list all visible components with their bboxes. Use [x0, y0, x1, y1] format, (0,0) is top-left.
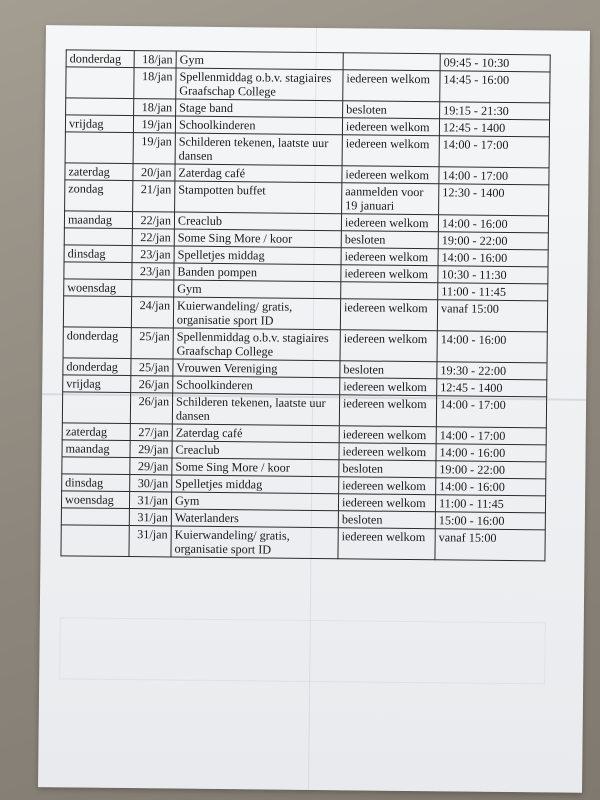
date-cell: 31/jan [129, 526, 171, 557]
time-cell: 12:45 - 1400 [439, 119, 549, 137]
access-cell: iedereen welkom [340, 299, 437, 331]
date-cell: 25/jan [131, 359, 173, 376]
day-cell [61, 525, 129, 557]
time-cell: 14:45 - 16:00 [440, 71, 550, 103]
activity-cell: Banden pompen [174, 263, 341, 282]
day-cell: donderdag [63, 327, 131, 359]
activity-cell: Creaclub [174, 212, 341, 231]
activity-cell: Some Sing More / koor [174, 229, 341, 248]
date-cell [132, 280, 174, 297]
activity-cell: Spellenmiddag o.b.v. stagiaires Graafschap College [173, 328, 340, 361]
activity-cell: Kuierwandeling/ gratis, organisatie sport ID [171, 526, 338, 559]
time-cell: 11:00 - 11:45 [435, 495, 545, 513]
day-cell: vrijdag [65, 115, 133, 133]
date-cell: 30/jan [130, 475, 172, 492]
date-cell: 29/jan [130, 458, 172, 475]
access-cell: iedereen welkom [342, 118, 439, 136]
time-cell: 12:45 - 1400 [437, 379, 547, 397]
table-row [63, 296, 547, 332]
activity-cell: Schoolkinderen [175, 116, 342, 135]
time-cell: 12:30 - 1400 [439, 184, 549, 216]
activity-cell: Gym [171, 492, 338, 511]
time-cell: 09:45 - 10:30 [440, 54, 550, 72]
access-cell: iedereen welkom [339, 443, 436, 461]
date-cell: 31/jan [129, 509, 171, 526]
day-cell [63, 296, 131, 328]
date-cell: 31/jan [129, 492, 171, 509]
table-row [65, 132, 549, 168]
date-cell: 21/jan [133, 181, 175, 212]
access-cell: iedereen welkom [340, 330, 437, 362]
day-cell: donderdag [63, 358, 131, 376]
time-cell: vanaf 15:00 [437, 300, 547, 332]
access-cell: iedereen welkom [338, 528, 435, 560]
time-cell: 14:00 - 16:00 [436, 444, 546, 462]
day-cell: dinsdag [64, 245, 132, 263]
day-cell: dinsdag [62, 474, 130, 492]
time-cell: 19:00 - 22:00 [436, 461, 546, 479]
time-cell: 19:15 - 21:30 [440, 102, 550, 120]
date-cell: 27/jan [130, 424, 172, 441]
date-cell: 23/jan [132, 263, 174, 280]
time-cell: 14:00 - 17:00 [436, 396, 546, 428]
schedule-table-body [61, 50, 550, 561]
access-cell: besloten [338, 511, 435, 529]
access-cell: iedereen welkom [341, 265, 438, 283]
access-cell: iedereen welkom [340, 378, 437, 396]
table-row [63, 327, 547, 363]
time-cell: 19:00 - 22:00 [438, 232, 548, 250]
date-cell: 22/jan [132, 212, 174, 229]
date-cell: 19/jan [133, 133, 175, 164]
access-cell: iedereen welkom [341, 248, 438, 266]
activity-cell: Kuierwandeling/ gratis, organisatie sport ID [173, 297, 340, 330]
time-cell: 14:00 - 17:00 [439, 167, 549, 185]
date-cell: 22/jan [132, 229, 174, 246]
activity-cell: Waterlanders [171, 509, 338, 528]
activity-cell: Spelletjes middag [174, 246, 341, 265]
time-cell: 15:00 - 16:00 [435, 512, 545, 530]
time-cell: vanaf 15:00 [435, 529, 545, 561]
activity-cell: Schilderen tekenen, laatste uur dansen [172, 393, 339, 426]
access-cell: besloten [343, 101, 440, 119]
day-cell [66, 67, 134, 99]
activity-cell: Stampotten buffet [175, 181, 342, 214]
activity-cell: Spellenmiddag o.b.v. stagiaires Graafschap College [176, 68, 343, 101]
activity-cell: Creaclub [172, 441, 339, 460]
time-cell: 14:00 - 17:00 [439, 136, 549, 168]
date-cell: 19/jan [133, 116, 175, 133]
date-cell: 29/jan [130, 441, 172, 458]
access-cell: iedereen welkom [341, 214, 438, 232]
access-cell: besloten [341, 231, 438, 249]
day-cell: maandag [62, 440, 130, 458]
time-cell: 10:30 - 11:30 [438, 266, 548, 284]
date-cell: 25/jan [131, 328, 173, 359]
access-cell [341, 282, 438, 300]
activity-cell: Gym [174, 280, 341, 299]
time-cell: 11:00 - 11:45 [438, 283, 548, 301]
access-cell: aanmelden voor 19 januari [342, 183, 439, 215]
access-cell: iedereen welkom [339, 426, 436, 444]
day-cell: woensdag [64, 279, 132, 297]
time-cell: 14:00 - 16:00 [437, 331, 547, 363]
access-cell: iedereen welkom [343, 70, 440, 102]
access-cell [343, 53, 440, 71]
date-cell: 18/jan [134, 68, 176, 99]
date-cell: 26/jan [130, 393, 172, 424]
time-cell: 14:00 - 16:00 [436, 478, 546, 496]
day-cell: zaterdag [65, 163, 133, 181]
table-row [65, 180, 549, 216]
day-cell [64, 262, 132, 280]
time-cell: 14:00 - 16:00 [438, 249, 548, 267]
day-cell [61, 508, 129, 526]
day-cell: zondag [65, 180, 133, 212]
day-cell: woensdag [61, 491, 129, 509]
time-cell: 19:30 - 22:00 [437, 362, 547, 380]
access-cell: iedereen welkom [342, 135, 439, 167]
day-cell [66, 98, 134, 116]
date-cell: 18/jan [134, 99, 176, 116]
access-cell: iedereen welkom [342, 166, 439, 184]
schedule-sheet [38, 25, 590, 793]
activity-cell: Schoolkinderen [173, 376, 340, 395]
date-cell: 23/jan [132, 246, 174, 263]
table-row [66, 67, 550, 103]
day-cell [65, 132, 133, 164]
day-cell: maandag [64, 211, 132, 229]
activity-cell: Zaterdag café [172, 424, 339, 443]
day-cell [62, 457, 130, 475]
date-cell: 18/jan [134, 51, 176, 68]
activity-cell: Schilderen tekenen, laatste uur dansen [175, 133, 342, 166]
activity-cell: Some Sing More / koor [172, 458, 339, 477]
activity-cell: Gym [176, 51, 343, 70]
day-cell: zaterdag [62, 423, 130, 441]
date-cell: 20/jan [133, 164, 175, 181]
day-cell [62, 392, 130, 424]
day-cell [64, 228, 132, 246]
table-row [62, 392, 546, 428]
date-cell: 24/jan [131, 297, 173, 328]
time-cell: 14:00 - 16:00 [438, 215, 548, 233]
time-cell: 14:00 - 17:00 [436, 427, 546, 445]
table-row [61, 525, 545, 561]
schedule-table [60, 49, 550, 561]
access-cell: iedereen welkom [338, 494, 435, 512]
access-cell: besloten [340, 361, 437, 379]
access-cell: iedereen welkom [339, 477, 436, 495]
access-cell: iedereen welkom [339, 395, 436, 427]
activity-cell: Spelletjes middag [172, 475, 339, 494]
access-cell: besloten [339, 460, 436, 478]
day-cell: vrijdag [63, 375, 131, 393]
activity-cell: Vrouwen Vereniging [173, 359, 340, 378]
show-through-area [59, 617, 546, 684]
activity-cell: Zaterdag café [175, 164, 342, 183]
day-cell: donderdag [66, 50, 134, 68]
date-cell: 26/jan [131, 376, 173, 393]
activity-cell: Stage band [176, 99, 343, 118]
